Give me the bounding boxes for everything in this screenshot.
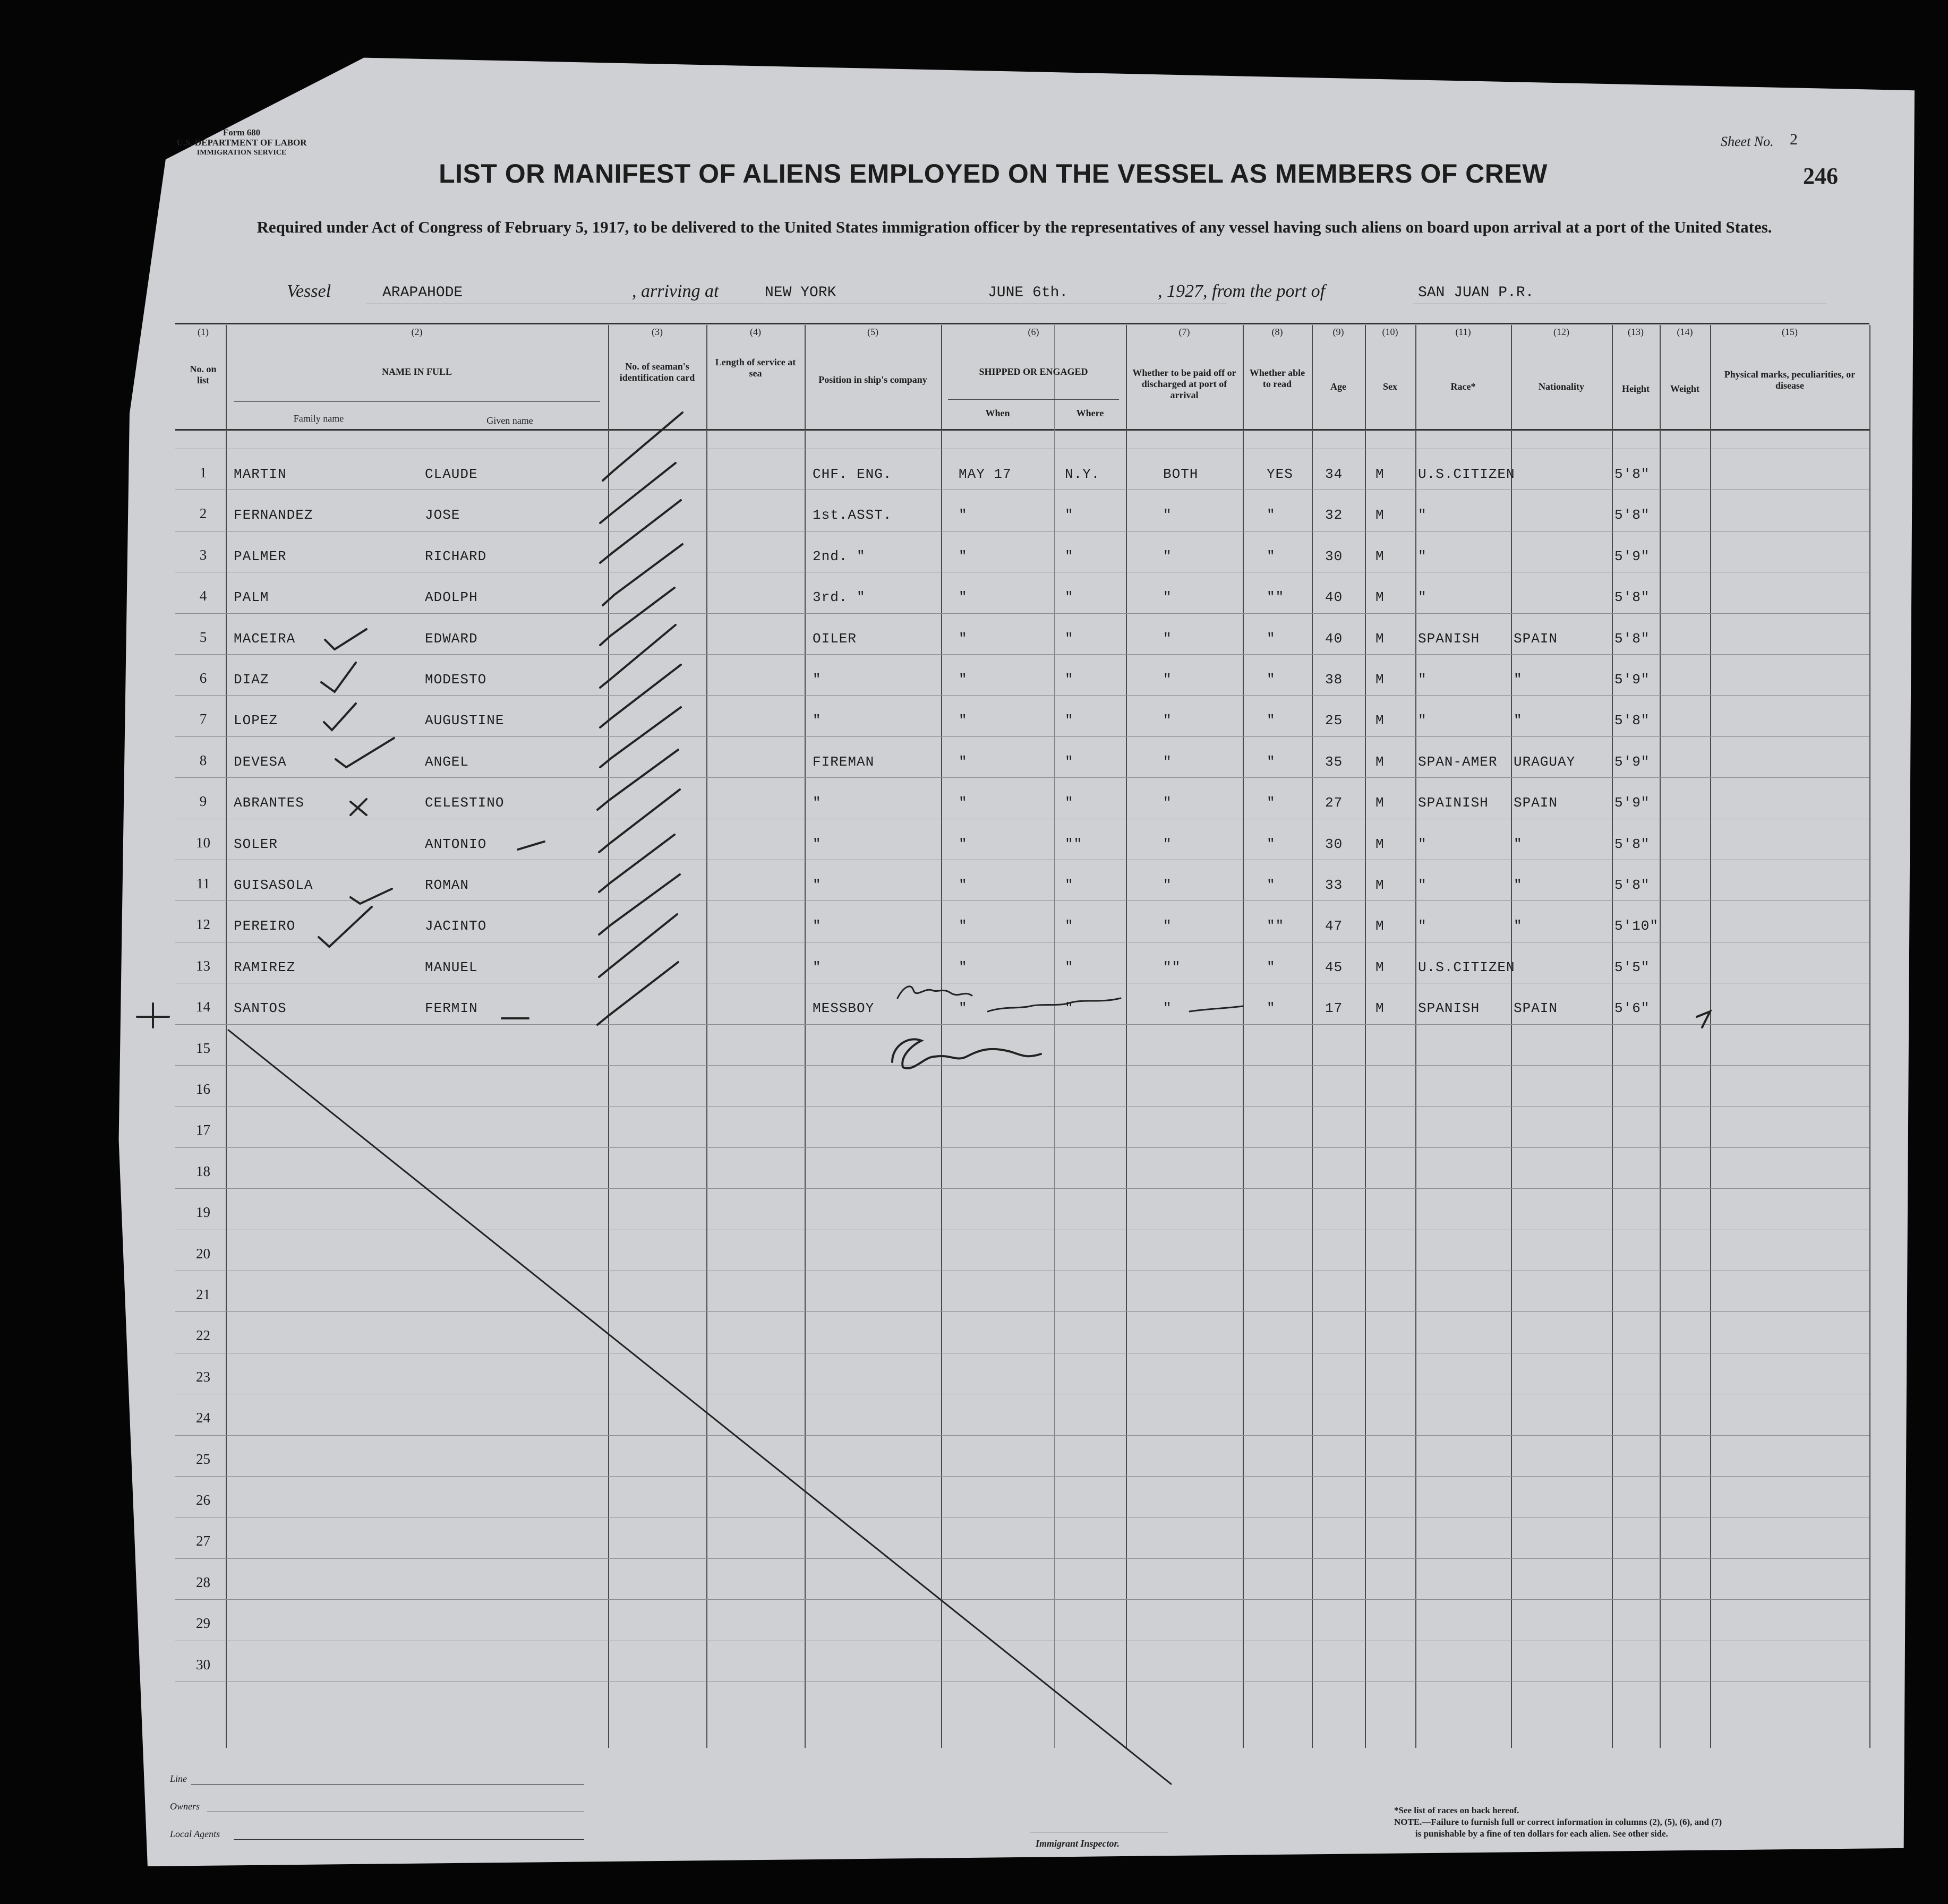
- family-name-cell: MACEIRA: [234, 631, 296, 647]
- row-number: 8: [199, 752, 207, 768]
- shipped-when-cell: ": [959, 877, 968, 893]
- nationality-cell: ": [1514, 672, 1523, 688]
- paid-off-cell: ": [1163, 1000, 1172, 1016]
- race-cell: ": [1418, 836, 1427, 852]
- col-num-15: (15): [1782, 327, 1798, 337]
- shipped-when-cell: ": [959, 631, 968, 647]
- family-name-cell: PALMER: [234, 548, 287, 564]
- age-cell: 25: [1325, 713, 1343, 728]
- service: IMMIGRATION SERVICE: [196, 149, 287, 157]
- header-list-no: No. on list: [190, 364, 217, 385]
- row-number: 9: [199, 793, 207, 809]
- paid-off-cell: ": [1163, 713, 1172, 728]
- col-num-13: (13): [1628, 327, 1644, 337]
- footer-line-label: Line: [170, 1773, 187, 1784]
- name-tick-marks: [137, 629, 544, 1027]
- age-cell: 45: [1325, 959, 1343, 975]
- family-name-cell: PALM: [234, 589, 269, 605]
- col-num-4: (4): [750, 327, 761, 337]
- header-able-to-read: Whether able to read: [1249, 367, 1305, 389]
- race-cell: SPANISH: [1418, 631, 1480, 647]
- able-to-read-cell: "": [1267, 589, 1285, 605]
- given-name-cell: FERMIN: [425, 1000, 478, 1016]
- sex-cell: M: [1375, 631, 1385, 647]
- position-cell: FIREMAN: [813, 754, 875, 770]
- sex-cell: M: [1375, 836, 1385, 852]
- race-cell: SPANISH: [1418, 1000, 1480, 1016]
- sheet-number: 2: [1790, 131, 1798, 148]
- row-number: 7: [199, 711, 207, 727]
- note-races: *See list of races on back hereof.: [1394, 1805, 1519, 1815]
- col-num-12: (12): [1553, 327, 1569, 337]
- given-name-cell: CLAUDE: [425, 466, 478, 482]
- row-number: 2: [199, 505, 207, 521]
- footer-agents-label: Local Agents: [170, 1829, 220, 1839]
- race-cell: U.S.CITIZEN: [1418, 466, 1515, 482]
- row-number: 3: [199, 547, 207, 563]
- position-cell: ": [813, 959, 822, 975]
- height-cell: 5'8": [1614, 713, 1650, 728]
- header-position: Position in ship's company: [818, 374, 927, 385]
- sex-cell: M: [1375, 754, 1385, 770]
- header-when: When: [985, 408, 1010, 418]
- row-number: 19: [196, 1204, 210, 1220]
- given-name-cell: ANTONIO: [425, 836, 487, 852]
- row-number: 21: [196, 1287, 210, 1302]
- row-number: 13: [196, 958, 210, 974]
- shipped-when-cell: ": [959, 589, 968, 605]
- race-cell: ": [1418, 672, 1427, 688]
- note-penalty-2: is punishable by a fine of ten dollars for each alien. See other side.: [1415, 1829, 1668, 1839]
- shipped-where-cell: ": [1065, 589, 1074, 605]
- row-number: 28: [196, 1574, 210, 1590]
- col-num-10: (10): [1382, 327, 1398, 337]
- cancel-line: [228, 1030, 1171, 1784]
- header-shipped: SHIPPED OR ENGAGED: [979, 366, 1088, 377]
- header-sex: Sex: [1383, 381, 1397, 392]
- position-cell: 1st.ASST.: [813, 507, 892, 523]
- paid-off-cell: ": [1163, 672, 1172, 688]
- position-cell: ": [813, 713, 822, 728]
- given-name-cell: ADOLPH: [425, 589, 478, 605]
- height-cell: 5'9": [1614, 754, 1650, 770]
- given-name-cell: JACINTO: [425, 918, 487, 934]
- col-num-3: (3): [652, 327, 663, 337]
- age-cell: 40: [1325, 631, 1343, 647]
- given-name-cell: RICHARD: [425, 548, 487, 564]
- sex-cell: M: [1375, 959, 1385, 975]
- paid-off-cell: "": [1163, 959, 1181, 975]
- sex-cell: M: [1375, 713, 1385, 728]
- nationality-cell: SPAIN: [1514, 631, 1558, 647]
- position-cell: CHF. ENG.: [813, 466, 892, 482]
- col-num-6: (6): [1028, 327, 1039, 337]
- id-card-check-marks: [597, 413, 682, 1025]
- age-cell: 34: [1325, 466, 1343, 482]
- header-age: Age: [1330, 381, 1346, 392]
- shipped-where-cell: ": [1065, 507, 1074, 523]
- sex-cell: M: [1375, 1000, 1385, 1016]
- row-number: 22: [196, 1327, 210, 1343]
- sex-cell: M: [1375, 548, 1385, 564]
- height-cell: 5'8": [1614, 589, 1650, 605]
- row-number: 14: [196, 999, 210, 1015]
- handwritten-note: [898, 987, 1243, 1011]
- paid-off-cell: ": [1163, 754, 1172, 770]
- shipped-when-cell: ": [959, 548, 968, 564]
- height-cell: 5'8": [1614, 466, 1650, 482]
- able-to-read-cell: ": [1267, 959, 1276, 975]
- shipped-where-cell: ": [1065, 754, 1074, 770]
- sex-cell: M: [1375, 672, 1385, 688]
- given-name-cell: ROMAN: [425, 877, 469, 893]
- row-number: 15: [196, 1040, 210, 1056]
- paid-off-cell: ": [1163, 795, 1172, 811]
- paid-off-cell: ": [1163, 631, 1172, 647]
- shipped-when-cell: MAY 17: [959, 466, 1012, 482]
- sex-cell: M: [1375, 795, 1385, 811]
- col-num-5: (5): [867, 327, 878, 337]
- position-cell: ": [813, 918, 822, 934]
- row-number: 18: [196, 1163, 210, 1179]
- able-to-read-cell: ": [1267, 672, 1276, 688]
- header-id-card: No. of seaman's identification card: [619, 361, 695, 383]
- sheet-label: Sheet No.: [1721, 134, 1774, 149]
- row-number: 29: [196, 1615, 210, 1631]
- sex-cell: M: [1375, 589, 1385, 605]
- col-num-1: (1): [198, 327, 209, 337]
- paid-off-cell: ": [1163, 589, 1172, 605]
- shipped-when-cell: ": [959, 507, 968, 523]
- height-cell: 5'8": [1614, 631, 1650, 647]
- shipped-where-cell: "": [1065, 836, 1083, 852]
- age-cell: 30: [1325, 548, 1343, 564]
- family-name-cell: SOLER: [234, 836, 278, 852]
- shipped-where-cell: ": [1065, 795, 1074, 811]
- family-name-cell: PEREIRO: [234, 918, 296, 934]
- shipped-where-cell: ": [1065, 918, 1074, 934]
- age-cell: 33: [1325, 877, 1343, 893]
- paid-off-cell: ": [1163, 507, 1172, 523]
- shipped-where-cell: ": [1065, 548, 1074, 564]
- row-number: 16: [196, 1081, 210, 1097]
- footer-owners-label: Owners: [170, 1801, 200, 1812]
- departure-port: SAN JUAN P.R.: [1418, 285, 1534, 301]
- race-cell: ": [1418, 589, 1427, 605]
- given-name-cell: MODESTO: [425, 672, 487, 688]
- paid-off-cell: ": [1163, 918, 1172, 934]
- race-cell: ": [1418, 507, 1427, 523]
- paid-off-cell: BOTH: [1163, 466, 1199, 482]
- sex-cell: M: [1375, 877, 1385, 893]
- arrival-port: NEW YORK: [765, 285, 836, 301]
- position-cell: OILER: [813, 631, 857, 647]
- family-name-cell: ABRANTES: [234, 795, 304, 811]
- shipped-where-cell: ": [1065, 672, 1074, 688]
- race-cell: SPAINISH: [1418, 795, 1489, 811]
- shipped-when-cell: ": [959, 959, 968, 975]
- family-name-cell: FERNANDEZ: [234, 507, 313, 523]
- nationality-cell: URAGUAY: [1514, 754, 1576, 770]
- page-number: 246: [1803, 163, 1838, 189]
- age-cell: 17: [1325, 1000, 1343, 1016]
- age-cell: 35: [1325, 754, 1343, 770]
- header-height: Height: [1622, 383, 1650, 394]
- position-cell: ": [813, 672, 822, 688]
- arrival-date: JUNE 6th.: [988, 285, 1069, 301]
- family-name-cell: MARTIN: [234, 466, 287, 482]
- race-cell: ": [1418, 877, 1427, 893]
- age-cell: 27: [1325, 795, 1343, 811]
- shipped-when-cell: ": [959, 836, 968, 852]
- given-name-cell: MANUEL: [425, 959, 478, 975]
- row-number: 6: [199, 670, 207, 686]
- shipped-where-cell: ": [1065, 631, 1074, 647]
- height-cell: 5'6": [1614, 1000, 1650, 1016]
- col-num-2: (2): [411, 327, 423, 337]
- age-cell: 40: [1325, 589, 1343, 605]
- age-cell: 30: [1325, 836, 1343, 852]
- age-cell: 32: [1325, 507, 1343, 523]
- shipped-when-cell: ": [959, 795, 968, 811]
- nationality-cell: SPAIN: [1514, 795, 1558, 811]
- nationality-cell: ": [1514, 918, 1523, 934]
- row-number: 25: [196, 1451, 210, 1467]
- nationality-cell: ": [1514, 836, 1523, 852]
- able-to-read-cell: ": [1267, 631, 1276, 647]
- shipped-when-cell: ": [959, 918, 968, 934]
- row-number: 23: [196, 1369, 210, 1385]
- height-cell: 5'5": [1614, 959, 1650, 975]
- row-number: 20: [196, 1246, 210, 1262]
- race-cell: U.S.CITIZEN: [1418, 959, 1515, 975]
- height-cell: 5'10": [1614, 918, 1659, 934]
- header-given-name: Given name: [486, 415, 533, 426]
- row-number: 1: [199, 465, 207, 481]
- row-number: 10: [196, 835, 210, 851]
- given-name-cell: ANGEL: [425, 754, 469, 770]
- race-cell: SPAN-AMER: [1418, 754, 1498, 770]
- nationality-cell: ": [1514, 713, 1523, 728]
- sex-cell: M: [1375, 507, 1385, 523]
- position-cell: ": [813, 877, 822, 893]
- height-cell: 5'8": [1614, 507, 1650, 523]
- row-number: 24: [196, 1410, 210, 1426]
- vessel-label: Vessel: [287, 281, 331, 301]
- row-number: 26: [196, 1492, 210, 1508]
- document-subtitle: Required under Act of Congress of February 5, 1917, to be delivered to the United States immigration officer by the representatives of any vessel having such aliens on board upon arrival at a port of the United States.: [257, 218, 1772, 236]
- paid-off-cell: ": [1163, 836, 1172, 852]
- given-name-cell: CELESTINO: [425, 795, 505, 811]
- shipped-when-cell: ": [959, 672, 968, 688]
- able-to-read-cell: ": [1267, 507, 1276, 523]
- header-physical-marks: Physical marks, peculiarities, or disease: [1724, 369, 1856, 391]
- able-to-read-cell: YES: [1267, 466, 1293, 482]
- note-penalty-1: NOTE.—Failure to furnish full or correct information in columns (2), (5), (6), and (7): [1394, 1817, 1722, 1827]
- row-number: 4: [199, 588, 207, 604]
- nationality-cell: SPAIN: [1514, 1000, 1558, 1016]
- header-paid-off: Whether to be paid off or discharged at port of arrival: [1132, 367, 1236, 400]
- col-num-11: (11): [1455, 327, 1471, 337]
- department: U.S. DEPARTMENT OF LABOR: [176, 138, 307, 148]
- weight-mark: [1697, 1011, 1710, 1027]
- row-number: 27: [196, 1533, 210, 1549]
- shipped-when-cell: ": [959, 1000, 968, 1016]
- inspector-label: Immigrant Inspector.: [1036, 1838, 1120, 1849]
- shipped-where-cell: ": [1065, 877, 1074, 893]
- able-to-read-cell: ": [1267, 836, 1276, 852]
- header-nationality: Nationality: [1538, 381, 1584, 392]
- able-to-read-cell: ": [1267, 548, 1276, 564]
- sex-cell: M: [1375, 918, 1385, 934]
- col-num-7: (7): [1178, 327, 1190, 337]
- family-name-cell: DIAZ: [234, 672, 269, 688]
- height-cell: 5'8": [1614, 836, 1650, 852]
- able-to-read-cell: ": [1267, 713, 1276, 728]
- position-cell: ": [813, 795, 822, 811]
- col-num-8: (8): [1271, 327, 1283, 337]
- year-label: , 1927, from the port of: [1158, 281, 1326, 301]
- header-race: Race*: [1450, 381, 1476, 392]
- height-cell: 5'9": [1614, 548, 1650, 564]
- age-cell: 47: [1325, 918, 1343, 934]
- row-number: 12: [196, 916, 210, 932]
- family-name-cell: SANTOS: [234, 1000, 287, 1016]
- race-cell: ": [1418, 713, 1427, 728]
- row-number: 5: [199, 629, 207, 645]
- paid-off-cell: ": [1163, 548, 1172, 564]
- height-cell: 5'9": [1614, 795, 1650, 811]
- shipped-when-cell: ": [959, 713, 968, 728]
- header-where: Where: [1076, 408, 1104, 418]
- col-num-14: (14): [1677, 327, 1693, 337]
- able-to-read-cell: ": [1267, 795, 1276, 811]
- paid-off-cell: ": [1163, 877, 1172, 893]
- family-name-cell: LOPEZ: [234, 713, 278, 728]
- height-cell: 5'8": [1614, 877, 1650, 893]
- given-name-cell: AUGUSTINE: [425, 713, 505, 728]
- row-number: 17: [196, 1122, 210, 1138]
- height-cell: 5'9": [1614, 672, 1650, 688]
- sex-cell: M: [1375, 466, 1385, 482]
- header-name: NAME IN FULL: [381, 366, 452, 377]
- col-num-9: (9): [1332, 327, 1344, 337]
- row-number: 30: [196, 1657, 210, 1673]
- shipped-where-cell: ": [1065, 713, 1074, 728]
- position-cell: ": [813, 836, 822, 852]
- able-to-read-cell: ": [1267, 877, 1276, 893]
- shipped-where-cell: ": [1065, 1000, 1074, 1016]
- shipped-where-cell: ": [1065, 959, 1074, 975]
- given-name-cell: EDWARD: [425, 631, 478, 647]
- form-number: Form 680: [223, 127, 261, 138]
- position-cell: MESSBOY: [813, 1000, 875, 1016]
- nationality-cell: ": [1514, 877, 1523, 893]
- given-name-cell: JOSE: [425, 507, 460, 523]
- header-weight: Weight: [1670, 383, 1699, 394]
- family-name-cell: RAMIREZ: [234, 959, 296, 975]
- row-number: 11: [196, 876, 210, 891]
- able-to-read-cell: ": [1267, 754, 1276, 770]
- shipped-where-cell: N.Y.: [1065, 466, 1100, 482]
- header-service-length: Length of service at sea: [715, 357, 796, 379]
- family-name-cell: GUISASOLA: [234, 877, 313, 893]
- vessel-name: ARAPAHODE: [382, 285, 463, 301]
- position-cell: 2nd. ": [813, 548, 866, 564]
- race-cell: ": [1418, 918, 1427, 934]
- header-family-name: Family name: [293, 413, 344, 424]
- able-to-read-cell: "": [1267, 918, 1285, 934]
- document-title: LIST OR MANIFEST OF ALIENS EMPLOYED ON THE VESSEL AS MEMBERS OF CREW: [439, 159, 1548, 188]
- shipped-when-cell: ": [959, 754, 968, 770]
- able-to-read-cell: ": [1267, 1000, 1276, 1016]
- race-cell: ": [1418, 548, 1427, 564]
- age-cell: 38: [1325, 672, 1343, 688]
- position-cell: 3rd. ": [813, 589, 866, 605]
- inspector-signature: [892, 1039, 1041, 1068]
- arriving-label: , arriving at: [632, 281, 719, 301]
- family-name-cell: DEVESA: [234, 754, 287, 770]
